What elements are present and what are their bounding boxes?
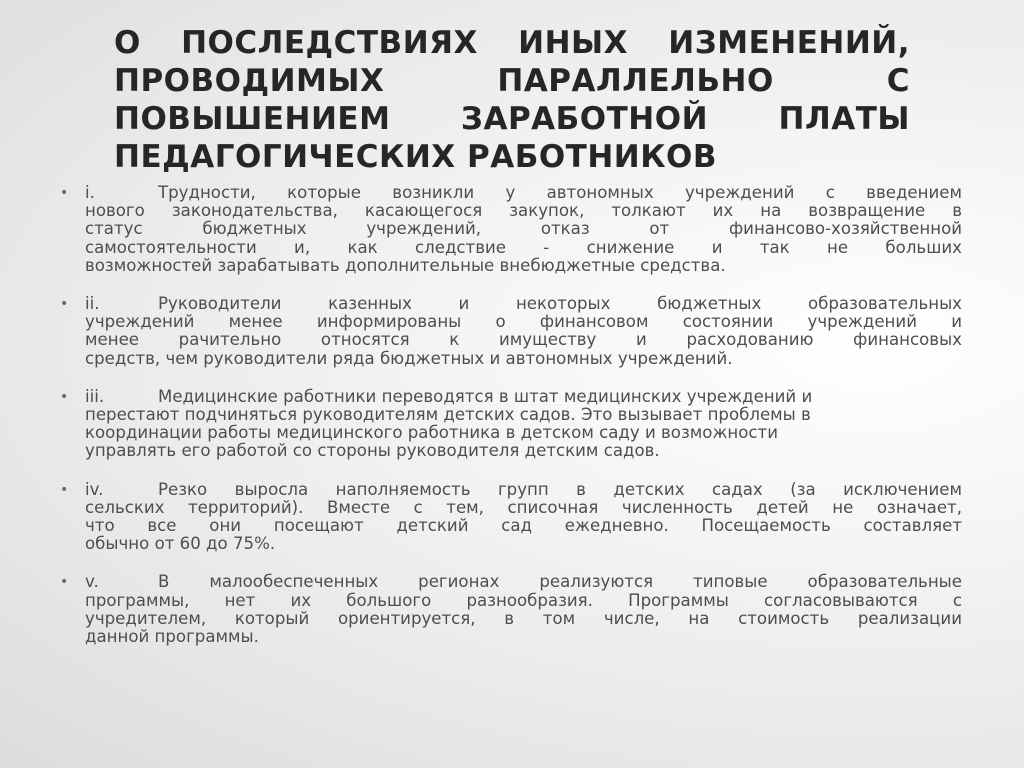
item-line: обычно от 60 до 75%. bbox=[85, 534, 276, 554]
item-text: Трудности, которые возникли у автономных учреждений с введением bbox=[158, 183, 962, 202]
item-number: iii. bbox=[85, 386, 105, 406]
item-line: данной программы. bbox=[85, 627, 259, 647]
item-line: управлять его работой со стороны руководителя детским садов. bbox=[85, 441, 660, 461]
title-line: ПЕДАГОГИЧЕСКИХ РАБОТНИКОВ bbox=[114, 139, 718, 175]
item-line: самостоятельности и, как следствие - снижение и так не больших bbox=[85, 237, 962, 257]
title-line: ПРОВОДИМЫХ ПАРАЛЛЕЛЬНО С bbox=[114, 63, 910, 99]
item-line bbox=[85, 388, 962, 406]
item-line: нового законодательства, касающегося закупок, толкают их на возвращение в bbox=[85, 201, 962, 221]
item-number: i. bbox=[85, 183, 95, 202]
item-line bbox=[85, 295, 962, 313]
list-item bbox=[54, 481, 962, 554]
bullet-list bbox=[54, 184, 962, 666]
list-item bbox=[54, 573, 962, 646]
item-text: Медицинские работники переводятся в штат медицинских учреждений и bbox=[158, 386, 813, 406]
list-item bbox=[54, 184, 962, 275]
item-line: учреждений менее информированы о финансовом состоянии учреждений и bbox=[85, 312, 962, 332]
item-line: программы, нет их большого разнообразия. Программы согласовываются с bbox=[85, 590, 962, 610]
bullet-dot-icon: • bbox=[60, 185, 69, 201]
title-line: О ПОСЛЕДСТВИЯХ ИНЫХ ИЗМЕНЕНИЙ, bbox=[114, 25, 910, 61]
item-number: iv. bbox=[85, 479, 104, 499]
item-line: возможностей зарабатывать дополнительные внебюджетные средства. bbox=[85, 255, 726, 275]
item-line bbox=[85, 184, 962, 202]
list-item bbox=[54, 388, 962, 461]
list-item bbox=[54, 295, 962, 368]
item-line: сельских территорий). Вместе с тем, списочная численность детей не означает, bbox=[85, 497, 962, 517]
item-line: менее рачительно относятся к имуществу и расходованию финансовых bbox=[85, 330, 962, 350]
item-line: что все они посещают детский сад ежедневно. Посещаемость составляет bbox=[85, 516, 962, 536]
item-text: В малообеспеченных регионах реализуются типовые образовательные bbox=[158, 572, 962, 592]
item-line bbox=[85, 573, 962, 591]
bullet-dot-icon: • bbox=[60, 296, 69, 313]
item-line: перестают подчиняться руководителям детских садов. Это вызывает проблемы в bbox=[85, 405, 811, 425]
item-line: статус бюджетных учреждений, отказ от финансово-хозяйственной bbox=[85, 219, 962, 239]
bullet-dot-icon: • bbox=[60, 481, 69, 498]
item-text: Резко выросла наполняемость групп в детских садах (за исключением bbox=[158, 479, 962, 499]
title-line: ПОВЫШЕНИЕМ ЗАРАБОТНОЙ ПЛАТЫ bbox=[114, 101, 910, 137]
item-line: учредителем, который ориентируется, в том числе, на стоимость реализации bbox=[85, 608, 962, 628]
bullet-dot-icon: • bbox=[60, 574, 69, 591]
item-number: v. bbox=[85, 572, 99, 592]
slide-title bbox=[114, 24, 910, 176]
bullet-dot-icon: • bbox=[60, 388, 69, 405]
item-number: ii. bbox=[85, 294, 100, 314]
item-line: координации работы медицинского работника в детском саду и возможности bbox=[85, 423, 778, 443]
item-line bbox=[85, 481, 962, 499]
item-text: Руководители казенных и некоторых бюджетных образовательных bbox=[158, 294, 962, 314]
item-line: средств, чем руководители ряда бюджетных и автономных учреждений. bbox=[85, 348, 733, 368]
